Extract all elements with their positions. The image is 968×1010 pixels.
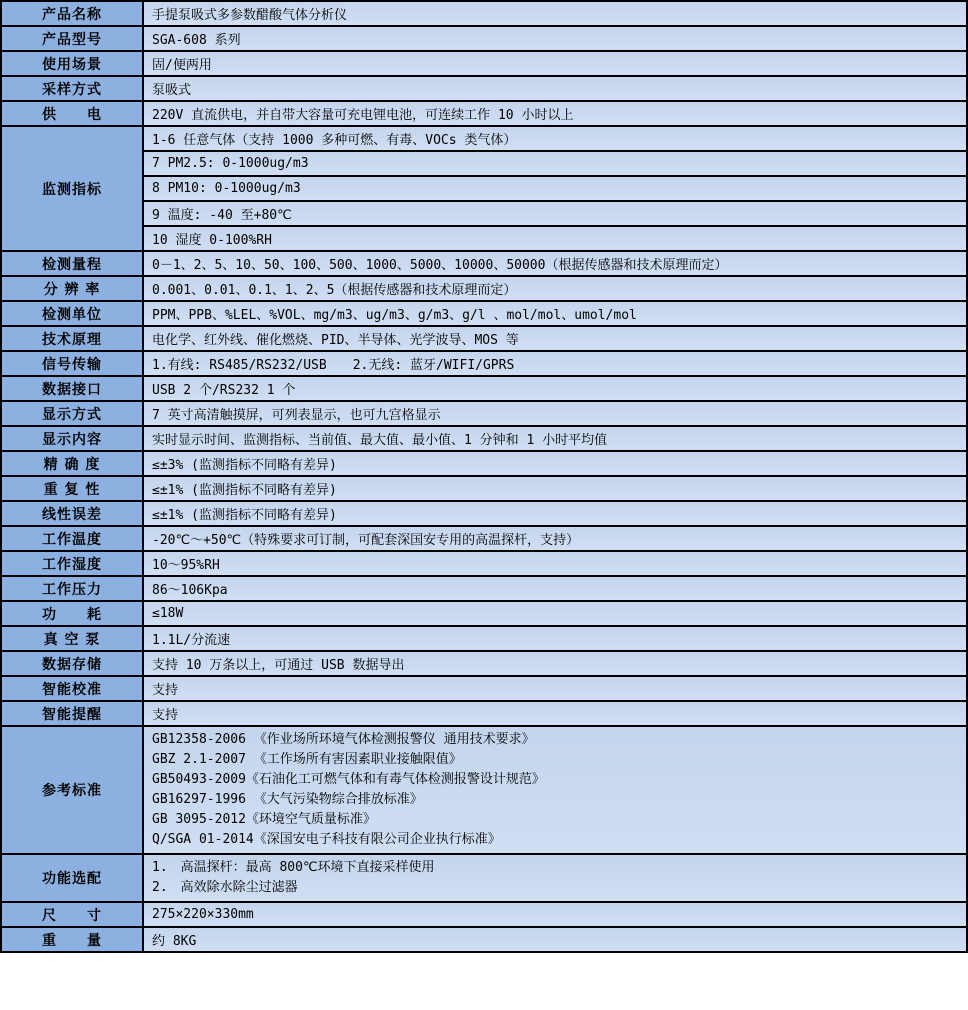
table-row bbox=[1, 126, 967, 151]
row-label: 智能提醒 bbox=[1, 701, 143, 726]
row-value: 7 英寸高清触摸屏，可列表显示，也可九宫格显示 bbox=[143, 401, 967, 426]
row-value: 支持 bbox=[143, 701, 967, 726]
row-label: 线性误差 bbox=[1, 501, 143, 526]
row-value: ≤±1% (监测指标不同略有差异) bbox=[143, 476, 967, 501]
row-label: 精 确 度 bbox=[1, 451, 143, 476]
row-value bbox=[143, 854, 967, 902]
row-value: 275×220×330mm bbox=[143, 902, 967, 927]
table-row bbox=[1, 701, 967, 726]
row-label: 尺 寸 bbox=[1, 902, 143, 927]
row-value: 泵吸式 bbox=[143, 76, 967, 101]
row-label: 智能校准 bbox=[1, 676, 143, 701]
table-row bbox=[1, 26, 967, 51]
row-value: ≤18W bbox=[143, 601, 967, 626]
row-value: 1-6 任意气体（支持 1000 多种可燃、有毒、VOCs 类气体） bbox=[143, 126, 967, 151]
row-value: 1.1L/分流速 bbox=[143, 626, 967, 651]
row-label: 采样方式 bbox=[1, 76, 143, 101]
row-value: ≤±3% (监测指标不同略有差异) bbox=[143, 451, 967, 476]
table-row bbox=[1, 326, 967, 351]
table-row bbox=[1, 226, 967, 251]
table-row bbox=[1, 854, 967, 902]
table-row bbox=[1, 626, 967, 651]
row-value: 10 湿度 0-100%RH bbox=[143, 226, 967, 251]
table-row bbox=[1, 151, 967, 176]
table-row bbox=[1, 476, 967, 501]
row-label: 使用场景 bbox=[1, 51, 143, 76]
table-row bbox=[1, 426, 967, 451]
table-row bbox=[1, 451, 967, 476]
table-row bbox=[1, 401, 967, 426]
row-value: 实时显示时间、监测指标、当前值、最大值、最小值、1 分钟和 1 小时平均值 bbox=[143, 426, 967, 451]
row-label: 分 辨 率 bbox=[1, 276, 143, 301]
table-row bbox=[1, 927, 967, 952]
table-row bbox=[1, 276, 967, 301]
row-value: 电化学、红外线、催化燃烧、PID、半导体、光学波导、MOS 等 bbox=[143, 326, 967, 351]
row-value: -20℃～+50℃（特殊要求可订制，可配套深国安专用的高温探杆，支持） bbox=[143, 526, 967, 551]
row-label: 检测量程 bbox=[1, 251, 143, 276]
table-row bbox=[1, 251, 967, 276]
row-value: 220V 直流供电，并自带大容量可充电锂电池，可连续工作 10 小时以上 bbox=[143, 101, 967, 126]
table-row bbox=[1, 51, 967, 76]
row-label: 产品名称 bbox=[1, 1, 143, 26]
row-label: 功能选配 bbox=[1, 854, 143, 902]
table-row bbox=[1, 301, 967, 326]
spec-table-body bbox=[1, 1, 967, 952]
row-label: 监测指标 bbox=[1, 126, 143, 251]
row-label: 工作温度 bbox=[1, 526, 143, 551]
table-row bbox=[1, 526, 967, 551]
row-label: 功 耗 bbox=[1, 601, 143, 626]
row-value: 手提泵吸式多参数醋酸气体分析仪 bbox=[143, 1, 967, 26]
row-value: 9 温度: -40 至+80℃ bbox=[143, 201, 967, 226]
row-label: 产品型号 bbox=[1, 26, 143, 51]
table-row bbox=[1, 651, 967, 676]
row-label: 检测单位 bbox=[1, 301, 143, 326]
table-row bbox=[1, 551, 967, 576]
table-row bbox=[1, 1, 967, 26]
row-value: 固/便两用 bbox=[143, 51, 967, 76]
row-value: 86～106Kpa bbox=[143, 576, 967, 601]
table-row bbox=[1, 201, 967, 226]
table-row bbox=[1, 101, 967, 126]
row-value: SGA-608 系列 bbox=[143, 26, 967, 51]
table-row bbox=[1, 76, 967, 101]
row-label: 真 空 泵 bbox=[1, 626, 143, 651]
value-line: GB 3095-2012《环境空气质量标准》 bbox=[152, 812, 376, 827]
row-value: 10～95%RH bbox=[143, 551, 967, 576]
row-value: 约 8KG bbox=[143, 927, 967, 952]
row-value: ≤±1% (监测指标不同略有差异) bbox=[143, 501, 967, 526]
table-row bbox=[1, 501, 967, 526]
row-value: USB 2 个/RS232 1 个 bbox=[143, 376, 967, 401]
table-row bbox=[1, 676, 967, 701]
table-row bbox=[1, 601, 967, 626]
value-line: GB12358-2006 《作业场所环境气体检测报警仪 通用技术要求》 bbox=[152, 732, 535, 747]
table-row bbox=[1, 176, 967, 201]
row-value: 支持 bbox=[143, 676, 967, 701]
table-row bbox=[1, 726, 967, 854]
row-label: 数据接口 bbox=[1, 376, 143, 401]
table-row bbox=[1, 902, 967, 927]
row-value bbox=[143, 726, 967, 854]
row-label: 显示内容 bbox=[1, 426, 143, 451]
row-label: 显示方式 bbox=[1, 401, 143, 426]
value-line: 2. 高效除水除尘过滤器 bbox=[152, 880, 298, 895]
row-label: 工作压力 bbox=[1, 576, 143, 601]
row-label: 参考标准 bbox=[1, 726, 143, 854]
value-line: GBZ 2.1-2007 《工作场所有害因素职业接触限值》 bbox=[152, 752, 462, 767]
row-value: PPM、PPB、%LEL、%VOL、mg/m3、ug/m3、g/m3、g/l 、mol/mol、umol/mol bbox=[143, 301, 967, 326]
row-label: 信号传输 bbox=[1, 351, 143, 376]
row-label: 数据存储 bbox=[1, 651, 143, 676]
value-line: GB16297-1996 《大气污染物综合排放标准》 bbox=[152, 792, 423, 807]
table-row bbox=[1, 351, 967, 376]
row-value: 0.001、0.01、0.1、1、2、5（根据传感器和技术原理而定） bbox=[143, 276, 967, 301]
value-line: GB50493-2009《石油化工可燃气体和有毒气体检测报警设计规范》 bbox=[152, 772, 545, 787]
table-row bbox=[1, 376, 967, 401]
row-value: 8 PM10: 0-1000ug/m3 bbox=[143, 176, 967, 201]
row-label: 重 量 bbox=[1, 927, 143, 952]
row-label: 重 复 性 bbox=[1, 476, 143, 501]
row-label: 工作湿度 bbox=[1, 551, 143, 576]
row-value: 7 PM2.5: 0-1000ug/m3 bbox=[143, 151, 967, 176]
row-label: 供 电 bbox=[1, 101, 143, 126]
table-row bbox=[1, 576, 967, 601]
row-value: 1.有线: RS485/RS232/USB 2.无线: 蓝牙/WIFI/GPRS bbox=[143, 351, 967, 376]
row-value: 0－1、2、5、10、50、100、500、1000、5000、10000、50000（根据传感器和技术原理而定） bbox=[143, 251, 967, 276]
row-value: 支持 10 万条以上，可通过 USB 数据导出 bbox=[143, 651, 967, 676]
value-line: Q/SGA 01-2014《深国安电子科技有限公司企业执行标准》 bbox=[152, 832, 501, 847]
value-line: 1. 高温探杆：最高 800℃环境下直接采样使用 bbox=[152, 860, 435, 875]
row-label: 技术原理 bbox=[1, 326, 143, 351]
